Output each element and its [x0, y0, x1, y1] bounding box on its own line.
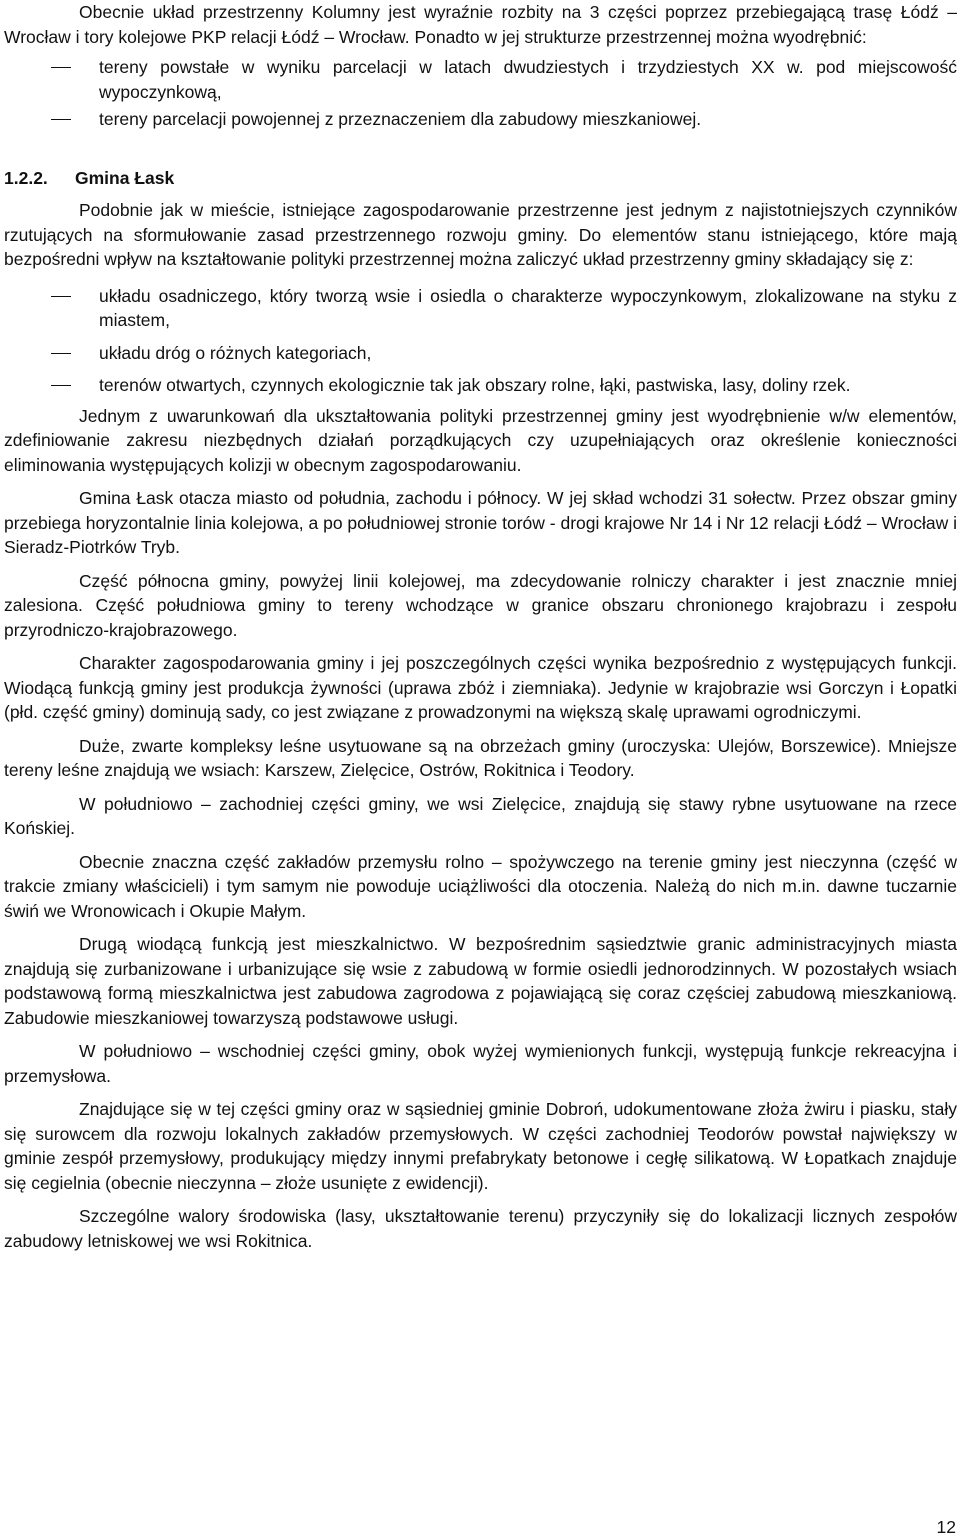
- list-item-text: tereny parcelacji powojennej z przeznaczeniem dla zabudowy mieszkaniowej.: [99, 109, 702, 129]
- list-item: [4, 107, 957, 132]
- section-paragraph: Gmina Łask otacza miasto od południa, zachodu i północy. W jej skład wchodzi 31 sołectw. Przez obszar gminy przebiega horyzontalnie linia kolejowa, a po południowej stronie torów - drogi krajowe Nr 14 i Nr 12 relacji Łódź – Wrocław i Sieradz-Piotrków Tryb.: [4, 488, 957, 557]
- list-item: [4, 55, 957, 104]
- list-item: [4, 341, 957, 366]
- list-item: [4, 284, 957, 333]
- list-item: [4, 373, 957, 398]
- section-paragraph: Charakter zagospodarowania gminy i jej poszczególnych części wynika bezpośrednio z występujących funkcji. Wiodącą funkcją gminy jest produkcja żywności (uprawa zbóż i ziemniaka). Jedynie w krajobrazie wsi Gorczyn i Łopatki (płd. część gminy) dominują sady, co jest związane z prowadzonymi na większą skalę uprawami ogrodniczymi.: [4, 653, 957, 722]
- dash-bullet: [51, 353, 71, 354]
- section-paragraph: Znajdujące się w tej części gminy oraz w sąsiedniej gminie Dobroń, udokumentowane złoża żwiru i piasku, stały się surowcem dla rozwoju lokalnych zakładów przemysłowych. W części zachodniej Teodorów powstał największy w gminie zespół przemysłowy, produkujący między innymi prefabrykaty betonowe i cegłę silikatową. W Łopatkach znajduje się cegielnia (obecnie nieczynna – złoże usunięte z ewidencji).: [4, 1099, 957, 1193]
- section-list: [4, 284, 957, 398]
- document-page: [4, 0, 957, 1253]
- dash-bullet: [51, 296, 71, 297]
- list-item-text: układu dróg o różnych kategoriach,: [99, 342, 372, 363]
- section-paragraph: W południowo – zachodniej części gminy, we wsi Zielęcice, znajdują się stawy rybne usytuowane na rzece Końskiej.: [4, 793, 957, 838]
- dash-bullet: [51, 119, 71, 120]
- section-paragraph: Podobnie jak w mieście, istniejące zagospodarowanie przestrzenne jest jednym z najistotniejszych czynników rzutujących na sformułowanie zasad przestrzennego rozwoju gminy. Do elementów stanu istniejącego, które mają bezpośredni wpływ na kształtowanie polityki przestrzennej można zaliczyć układ przestrzenny gminy składający się z:: [4, 200, 957, 269]
- section-heading: [4, 166, 957, 191]
- section-number: 1.2.2.: [4, 167, 48, 188]
- section-paragraph: Duże, zwarte kompleksy leśne usytuowane są na obrzeżach gminy (uroczyska: Ulejów, Borszewice). Mniejsze tereny leśne znajdują we wsiach: Karszew, Zielęcice, Ostrów, Rokitnica i Teodory.: [4, 735, 957, 780]
- dash-bullet: [51, 67, 71, 68]
- section-paragraph: Jednym z uwarunkowań dla ukształtowania polityki przestrzennej gminy jest wyodrębnienie w/w elementów, zdefiniowanie zakresu niezbędnych działań porządkujących czy uzupełniających oraz określenie konieczności eliminowania występujących kolizji w obecnym zagospodarowaniu.: [4, 405, 957, 475]
- intro-paragraph: Obecnie układ przestrzenny Kolumny jest wyraźnie rozbity na 3 części poprzez przebiegającą trasę Łódź – Wrocław i tory kolejowe PKP relacji Łódź – Wrocław. Ponadto w jej strukturze przestrzennej można wyodrębnić:: [4, 2, 957, 47]
- section-paragraph: Drugą wiodącą funkcją jest mieszkalnictwo. W bezpośrednim sąsiedztwie granic administracyjnych miasta znajdują się zurbanizowane i urbanizujące się wsie z zabudową w formie osiedli jednorodzinnych. W pozostałych wsiach podstawową formą mieszkalnictwa jest zabudowa zagrodowa z pojawiającą się coraz częściej zabudową mieszkaniową. Zabudowie mieszkaniowej towarzyszą podstawowe usługi.: [4, 934, 957, 1028]
- dash-bullet: [51, 385, 71, 386]
- section-paragraph: W południowo – wschodniej części gminy, obok wyżej wymienionych funkcji, występują funkcje rekreacyjna i przemysłowa.: [4, 1041, 957, 1086]
- section-paragraph: Część północna gminy, powyżej linii kolejowej, ma zdecydowanie rolniczy charakter i jest znacznie mniej zalesiona. Część południowa gminy to tereny wchodzące w granice obszaru chronionego krajobrazu i zespołu przyrodniczo-krajobrazowego.: [4, 570, 957, 640]
- page-number: 12: [936, 1517, 956, 1537]
- list-item-text: układu osadniczego, który tworzą wsie i osiedla o charakterze wypoczynkowym, zlokalizowane na styku z miastem,: [99, 285, 957, 330]
- section-paragraph: Obecnie znaczna część zakładów przemysłu rolno – spożywczego na terenie gminy jest nieczynna (część w trakcie zmiany właścicieli) i tym samym nie powoduje uciążliwości dla otoczenia. Należą do nich m.in. dawne tuczarnie świń we Wronowicach i Okupie Małym.: [4, 851, 957, 921]
- list-item-text: terenów otwartych, czynnych ekologicznie tak jak obszary rolne, łąki, pastwiska, lasy, doliny rzek.: [99, 375, 851, 395]
- list-item-text: tereny powstałe w wyniku parcelacji w latach dwudziestych i trzydziestych XX w. pod miejscowość wypoczynkową,: [99, 57, 957, 102]
- section-title: Gmina Łask: [75, 167, 175, 188]
- intro-list: [4, 55, 957, 132]
- section-paragraph: Szczególne walory środowiska (lasy, ukształtowanie terenu) przyczyniły się do lokalizacji licznych zespołów zabudowy letniskowej we wsi Rokitnica.: [4, 1206, 957, 1251]
